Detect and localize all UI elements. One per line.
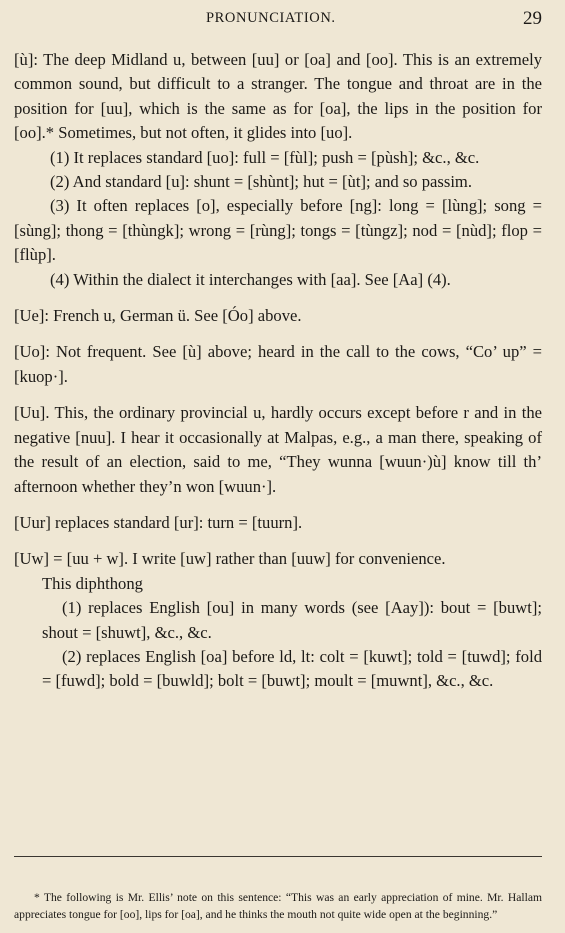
paragraph-uur: [Uur] replaces standard [ur]: turn = [tuurn]. (14, 512, 303, 532)
paragraph-ue: [Ue]: French u, German ü. See [Óo] above. (14, 306, 302, 326)
page-number: 29 (523, 8, 542, 29)
paragraph-uw-2: (2) replaces English [oa] before ld, lt: colt = [kuwt]; told = [tuwd]; fold = [fuwd]; bold = [buwld]; bolt = [buwt]; moult = [muwnt], &c., &c. (42, 646, 542, 691)
paragraph-u-grave-1: (1) It replaces standard [uo]: full = [fùl]; push = [pùsh]; &c., &c. (50, 147, 480, 167)
paragraph-uo: [Uo]: Not frequent. See [ù] above; heard in the call to the cows, “Co’ up” = [kuop·]. (14, 342, 542, 386)
paragraph-u-grave-3: (3) It often replaces [o], especially before [ng]: long = [lùng]; song = [sùng]; thong = [thùngk]; wrong = [rùng]; tongs = [tùngz]; nod = [nùd]; flop = [flùp]. (14, 196, 542, 265)
paragraph-u-grave-4: (4) Within the dialect it interchanges with [aa]. See [Aa] (4). (50, 269, 451, 289)
paragraph-uw: [Uw] = [uu + w]. I write [uw] rather than [uuw] for convenience. (14, 549, 446, 569)
paragraph-u-grave: [ù]: The deep Midland u, between [uu] or [oa] and [oo]. This is an extremely common sound, but difficult to a stranger. The tongue and throat are in the position for [uu], which is the same as for [oa], the lips in the position for [oo].* Sometimes, but not often, it glides into [uo]. (14, 50, 542, 143)
paragraph-u-grave-2: (2) And standard [u]: shunt = [shùnt]; hut = [ùt]; and so passim. (50, 172, 472, 192)
paragraph-uu: [Uu]. This, the ordinary provincial u, hardly occurs except before r and in the negative [nuu]. I hear it occasionally at Malpas, e.g., a man there, speaking of the result of an election, said to me, “They wunna [wuun·)ù] know till th’ afternoon whether they’n won [wuun·]. (14, 403, 542, 496)
footnote: * The following is Mr. Ellis’ note on this sentence: “This was an early appreciation of mine. Mr. Hallam appreciates tongue for [oo], lips for [oa], and he thinks the mouth not quite wide open at the beginning.” (14, 890, 542, 921)
paragraph-uw-1: (1) replaces English [ou] in many words (see [Aay]): bout = [buwt]; shout = [shuwt], &c., &c. (42, 598, 542, 642)
body-text (14, 48, 542, 694)
running-title: PRONUNCIATION. (206, 10, 336, 26)
footnote-divider (14, 856, 542, 857)
page-header (0, 8, 565, 36)
paragraph-uw-diphthong: This diphthong (42, 573, 143, 593)
